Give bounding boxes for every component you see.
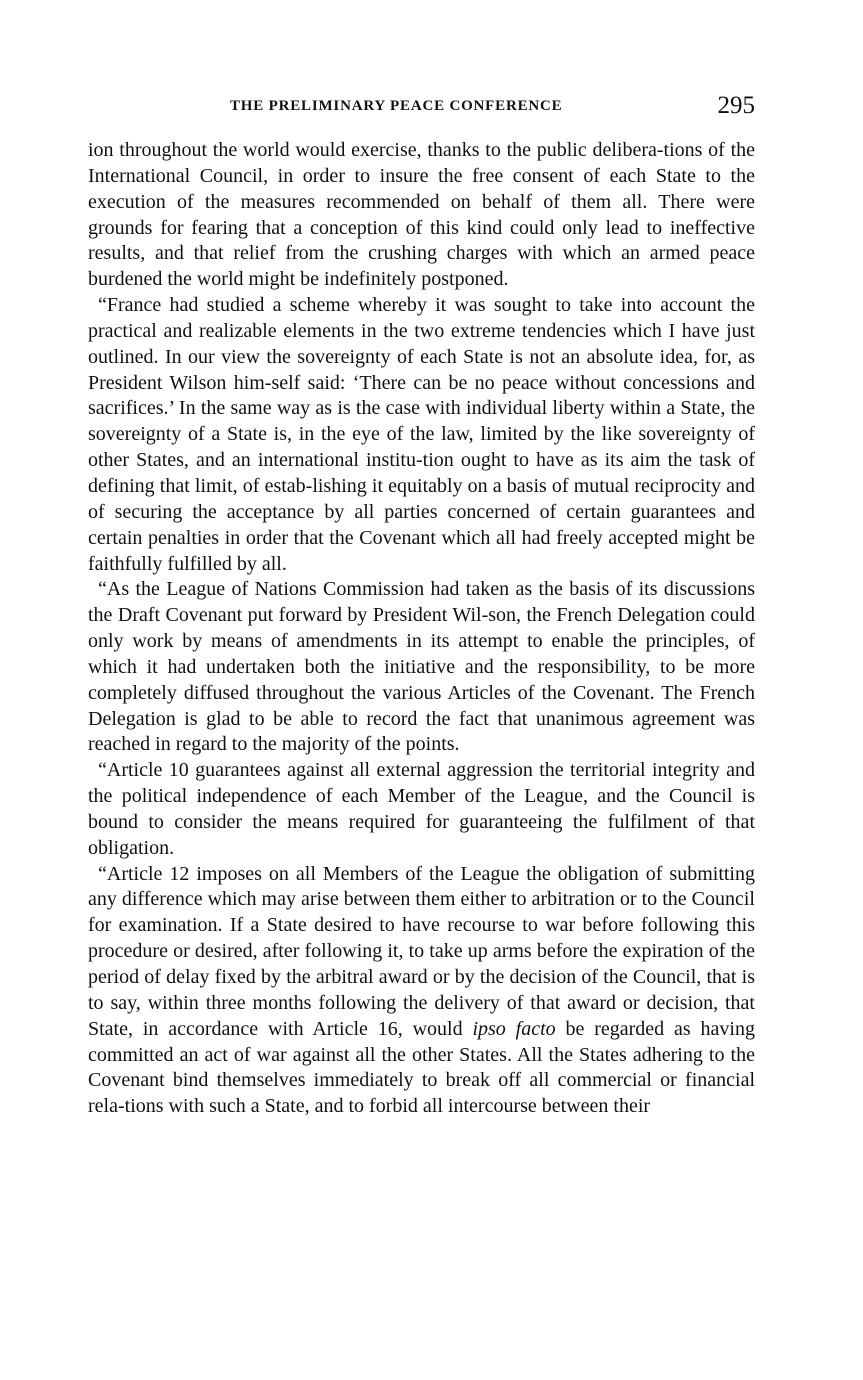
paragraph-league-commission: “As the League of Nations Commission had taken as the basis of its discussions the Draft Covenant put forward by President Wil-son, the French Delegation could only work by means of amendments in its attempt to enable the principles, of which it had undertaken both the initiative and the responsibility, to be more completely diffused throughout the various Articles of the Covenant. The French Delegation is glad to be able to record the fact that unanimous agreement was reached in regard to the majority of the points.	[88, 578, 755, 756]
body-text	[88, 138, 755, 1120]
italic-phrase: ipso facto	[472, 1017, 556, 1040]
article-12-text-before: “Article 12 imposes on all Members of the League the obligation of submitting any difference which may arise between them either to arbitration or to the Council for examination. If a State desired to have recourse to war before following this procedure or desired, after following it, to take up arms before the expiration of the period of delay fixed by the arbitral award or by the decision of the Council, that is to say, within three months following the delivery of that award or decision, that State, in accordance with Article 16, would	[88, 862, 755, 1040]
paragraph-france-scheme: “France had studied a scheme whereby it was sought to take into account the practical and realizable elements in the two extreme tendencies which I have just outlined. In our view the sovereignty of each State is not an absolute idea, for, as President Wilson him-self said: ‘There can be no peace without concessions and sacrifices.’ In the same way as is the case with individual liberty within a State, the sovereignty of a State is, in the eye of the law, limited by the like sovereignty of other States, and an international institu-tion ought to have as its aim the task of defining that limit, of estab-lishing it equitably on a basis of mutual reciprocity and of securing the acceptance by all parties concerned of certain guarantees and certain penalties in order that the Covenant which all had freely accepted might be faithfully fulfilled by all.	[88, 294, 755, 575]
page-number: 295	[717, 92, 755, 119]
book-page	[88, 94, 755, 1120]
running-title: THE PRELIMINARY PEACE CONFERENCE	[230, 98, 563, 114]
running-header	[88, 94, 755, 122]
paragraph-article-12	[88, 862, 755, 1120]
article-12-text-after: be regarded as having committed an act of war against all the other States. All the States adhering to the Covenant bind themselves immediately to break off all commercial or financial rela-tions with such a State, and to forbid all intercourse between their	[88, 1017, 755, 1118]
paragraph-continuation: ion throughout the world would exercise, thanks to the public delibera-tions of the International Council, in order to insure the free consent of each State to the execution of the measures recommended on behalf of them all. There were grounds for fearing that a conception of this kind could only lead to ineffective results, and that relief from the crushing charges with which an armed peace burdened the world might be indefinitely postponed.	[88, 139, 755, 291]
paragraph-article-10: “Article 10 guarantees against all external aggression the territorial integrity and the political independence of each Member of the League, and the Council is bound to consider the means required for guaranteeing the fulfilment of that obligation.	[88, 759, 755, 859]
